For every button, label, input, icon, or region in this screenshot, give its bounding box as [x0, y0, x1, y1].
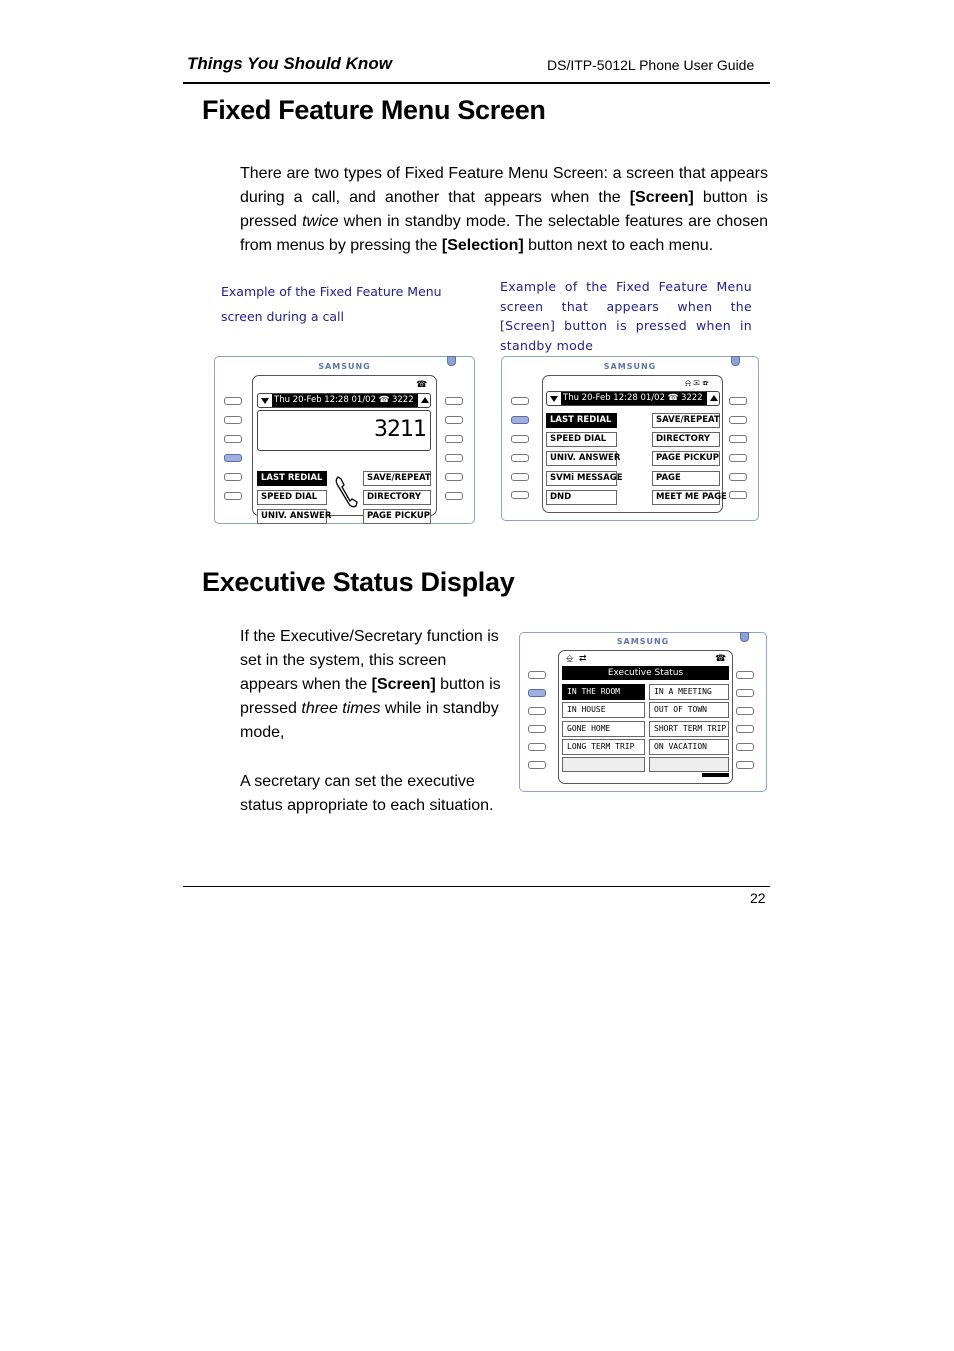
- phone-display-executive-status: [519, 632, 767, 792]
- fixed-feature-paragraph: [240, 162, 768, 258]
- menu-univ-answer[interactable]: UNIV. ANSWER: [546, 451, 617, 466]
- selection-button[interactable]: [528, 725, 546, 733]
- lcd-screen: [558, 650, 733, 784]
- menu-in-the-room[interactable]: IN THE ROOM: [562, 684, 645, 700]
- menu-in-house[interactable]: IN HOUSE: [562, 702, 645, 718]
- caption-line: Example of the Fixed Feature Menu: [221, 284, 442, 299]
- header-section-title: Things You Should Know: [187, 54, 392, 73]
- menu-speed-dial[interactable]: SPEED DIAL: [257, 490, 327, 505]
- selection-button[interactable]: [224, 473, 242, 481]
- lock-icon: ⎒: [566, 653, 574, 663]
- selection-button[interactable]: [729, 397, 747, 405]
- selection-button[interactable]: [736, 707, 754, 715]
- text-run: There are two types of Fixed Feature Menu Screen: a screen that appears during a call, and another that appears when the: [240, 165, 768, 206]
- emphasis: twice: [302, 213, 339, 230]
- selection-button[interactable]: [511, 397, 529, 405]
- selection-button-active[interactable]: [511, 416, 529, 424]
- text-run: button is pressed: [240, 189, 768, 230]
- text-line: [240, 673, 510, 697]
- footer-rule: [183, 886, 770, 887]
- selection-button[interactable]: [445, 454, 463, 462]
- status-text: Thu 20-Feb 12:28 01/02 ☎ 3222: [561, 392, 707, 405]
- text-run: when in standby mode. The selectable features are chosen from menus by pressing the: [240, 213, 768, 254]
- selection-button[interactable]: [528, 671, 546, 679]
- selection-button[interactable]: [224, 416, 242, 424]
- text-line: mode,: [240, 724, 285, 741]
- status-bar: [546, 391, 720, 406]
- executive-paragraph-1: [240, 625, 510, 745]
- menu-long-term-trip[interactable]: LONG TERM TRIP: [562, 739, 645, 755]
- menu-out-of-town[interactable]: OUT OF TOWN: [649, 702, 729, 718]
- selection-button-active[interactable]: [528, 689, 546, 697]
- menu-univ-answer[interactable]: UNIV. ANSWER: [257, 509, 327, 524]
- menu-meet-me-page[interactable]: MEET ME PAGE: [652, 490, 720, 505]
- header-guide-title: DS/ITP-5012L Phone User Guide: [547, 57, 755, 73]
- selection-button[interactable]: [445, 492, 463, 500]
- menu-short-term-trip[interactable]: SHORT TERM TRIP: [649, 721, 729, 737]
- emphasis: three times: [301, 700, 381, 717]
- page-number: 22: [750, 890, 766, 906]
- selection-button[interactable]: [528, 743, 546, 751]
- text-run: while in standby: [380, 700, 499, 717]
- selection-button[interactable]: [528, 761, 546, 769]
- screen-key-ref: [Screen]: [371, 676, 436, 693]
- selection-button[interactable]: [511, 473, 529, 481]
- phone-icon: ☎: [416, 379, 428, 389]
- menu-last-redial[interactable]: LAST REDIAL: [257, 471, 327, 486]
- selection-button[interactable]: [729, 435, 747, 443]
- dial-area: [257, 410, 431, 451]
- status-bar: [257, 393, 431, 408]
- indicator-tab: [740, 632, 749, 642]
- phone-icon: ☎: [715, 653, 727, 663]
- header-rule: [183, 82, 770, 84]
- selection-button[interactable]: [729, 473, 747, 481]
- executive-status-title: Executive Status: [562, 666, 729, 680]
- brand-logo: SAMSUNG: [616, 637, 670, 646]
- dialed-number: 3211: [374, 417, 426, 442]
- scroll-up-icon: [421, 397, 429, 403]
- text-line: A secretary can set the executive: [240, 773, 475, 790]
- selection-button[interactable]: [736, 725, 754, 733]
- lcd-screen: [252, 375, 437, 521]
- menu-svmi-message[interactable]: SVMi MESSAGE: [546, 471, 617, 486]
- scroll-down-icon: [550, 396, 558, 402]
- menu-save-repeat[interactable]: SAVE/REPEAT: [363, 471, 431, 486]
- caption-standby: Example of the Fixed Feature Menu screen that appears when the [Screen] button is pressed when in standby mode: [500, 279, 752, 353]
- selection-button[interactable]: [729, 491, 747, 499]
- menu-directory[interactable]: DIRECTORY: [652, 432, 720, 447]
- selection-button[interactable]: [736, 671, 754, 679]
- selection-button[interactable]: [736, 689, 754, 697]
- selection-button[interactable]: [224, 435, 242, 443]
- selection-button[interactable]: [445, 397, 463, 405]
- text-line: If the Executive/Secretary function is: [240, 628, 499, 645]
- phone-display-standby: [501, 356, 759, 521]
- menu-directory[interactable]: DIRECTORY: [363, 490, 431, 505]
- selection-button[interactable]: [511, 491, 529, 499]
- menu-dnd[interactable]: DND: [546, 490, 617, 505]
- selection-button[interactable]: [511, 454, 529, 462]
- indicator-tab: [731, 356, 740, 366]
- menu-on-vacation[interactable]: ON VACATION: [649, 739, 729, 755]
- selection-button[interactable]: [445, 416, 463, 424]
- phone-display-during-call: [214, 356, 475, 524]
- selection-button-active[interactable]: [224, 454, 242, 462]
- status-icons: ⍾ ✉ ☎: [685, 378, 709, 388]
- screen-key-ref: [Screen]: [629, 189, 694, 206]
- selection-button[interactable]: [729, 454, 747, 462]
- selection-button[interactable]: [729, 416, 747, 424]
- brand-logo: SAMSUNG: [318, 362, 371, 371]
- lcd-screen: [542, 375, 727, 513]
- section-title-executive-status: Executive Status Display: [202, 567, 515, 597]
- handset-icon: [333, 474, 359, 510]
- selection-button[interactable]: [224, 397, 242, 405]
- menu-gone-home[interactable]: GONE HOME: [562, 721, 645, 737]
- scroll-indicator: [702, 773, 729, 777]
- text-line: set in the system, this screen: [240, 652, 447, 669]
- caption-line: screen during a call: [221, 308, 344, 324]
- brand-logo: SAMSUNG: [603, 362, 657, 371]
- text-run: button is: [435, 676, 501, 693]
- selection-button[interactable]: [736, 761, 754, 769]
- selection-button[interactable]: [445, 435, 463, 443]
- text-run: pressed: [240, 700, 302, 717]
- menu-last-redial[interactable]: LAST REDIAL: [546, 413, 617, 428]
- indicator-tab: [447, 356, 456, 366]
- selection-button[interactable]: [528, 707, 546, 715]
- scroll-down-icon: [261, 398, 269, 404]
- text-line: [240, 697, 510, 721]
- status-text: Thu 20-Feb 12:28 01/02 ☎ 3222: [272, 394, 418, 407]
- text-run: appears when the: [240, 676, 372, 693]
- text-run: button next to each menu.: [523, 237, 714, 254]
- menu-page-pickup[interactable]: PAGE PICKUP: [363, 509, 431, 524]
- selection-button[interactable]: [511, 435, 529, 443]
- transfer-icon: ⇄: [579, 653, 587, 663]
- scroll-up-icon: [710, 395, 718, 401]
- menu-empty-slot[interactable]: [649, 757, 729, 772]
- selection-button[interactable]: [445, 473, 463, 481]
- menu-save-repeat[interactable]: SAVE/REPEAT: [652, 413, 720, 428]
- menu-page[interactable]: PAGE: [652, 471, 720, 486]
- menu-page-pickup[interactable]: PAGE PICKUP: [652, 451, 720, 466]
- menu-speed-dial[interactable]: SPEED DIAL: [546, 432, 617, 447]
- selection-key-ref: [Selection]: [441, 237, 524, 254]
- selection-button[interactable]: [224, 492, 242, 500]
- section-title-fixed-feature: Fixed Feature Menu Screen: [202, 95, 546, 125]
- menu-in-a-meeting[interactable]: IN A MEETING: [649, 684, 729, 700]
- executive-paragraph-2: [240, 770, 510, 818]
- text-line: status appropriate to each situation.: [240, 797, 494, 814]
- selection-button[interactable]: [736, 743, 754, 751]
- menu-empty-slot[interactable]: [562, 757, 645, 772]
- caption-during-call: [221, 282, 442, 326]
